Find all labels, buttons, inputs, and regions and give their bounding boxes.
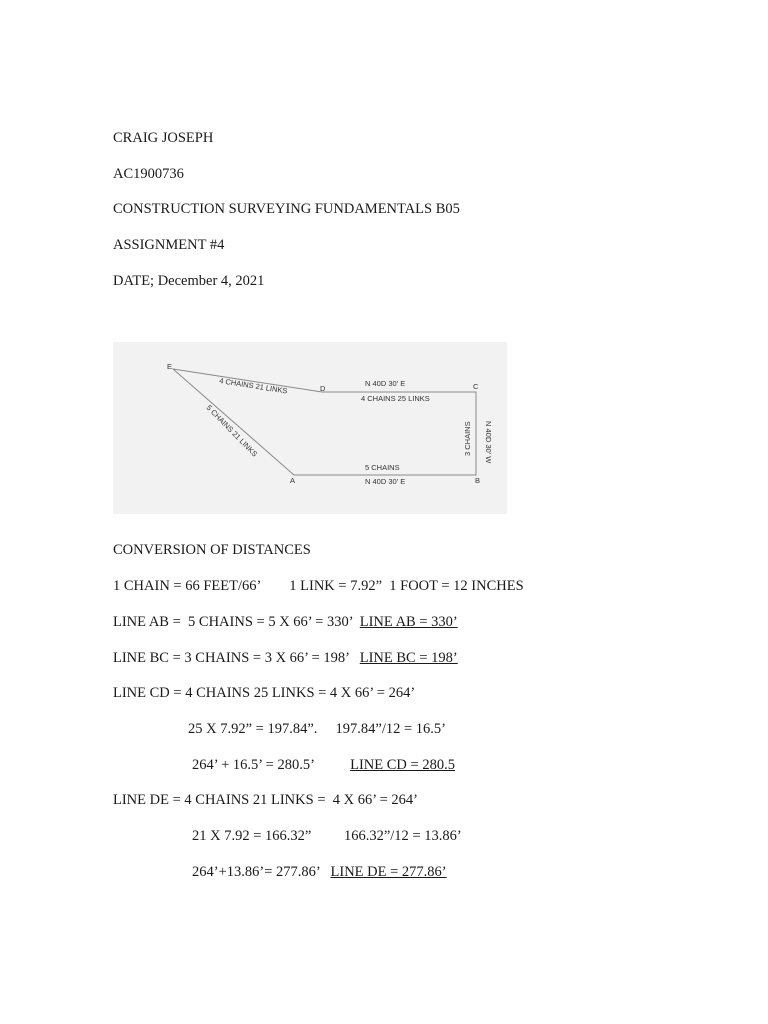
line-de-sum: 264’+13.86’= 277.86’ xyxy=(192,864,320,880)
point-a-label: A xyxy=(290,476,296,485)
line-de-links-row xyxy=(192,827,462,845)
line-cd-links-conversion: 25 X 7.92” = 197.84”. xyxy=(188,721,318,737)
line-ab-row xyxy=(113,613,458,631)
line-de-sum-row xyxy=(192,863,447,881)
line-cd-sum: 264’ + 16.5’ = 280.5’ xyxy=(192,757,314,773)
line-ab-result: LINE AB = 330’ xyxy=(359,614,458,630)
unit-foot: 1 FOOT = 12 INCHES xyxy=(389,578,524,594)
line-dc-bearing-label: N 40D 30' E xyxy=(365,379,406,388)
point-b-label: B xyxy=(475,476,481,485)
point-c-label: C xyxy=(473,382,479,391)
line-cb-length-label: 3 CHAINS xyxy=(463,421,472,456)
line-dc-length-label: 4 CHAINS 25 LINKS xyxy=(361,394,430,403)
line-ab-calculation: LINE AB = 5 CHAINS = 5 X 66’ = 330’ xyxy=(113,614,353,630)
unit-definitions xyxy=(113,577,524,595)
section-title: CONVERSION OF DISTANCES xyxy=(113,542,311,558)
line-cd-calculation: LINE CD = 4 CHAINS 25 LINKS = 4 X 66’ = 264’ xyxy=(113,685,416,701)
line-cd-sum-row xyxy=(192,756,455,774)
line-de-links-conversion: 21 X 7.92 = 166.32” xyxy=(192,828,312,844)
line-cd-links-row xyxy=(188,720,446,738)
line-bc-result: LINE BC = 198’ xyxy=(359,650,458,666)
line-de-calculation: LINE DE = 4 CHAINS 21 LINKS = 4 X 66’ = 264’ xyxy=(113,792,418,808)
point-e-label: E xyxy=(167,362,173,371)
point-d-label: D xyxy=(320,384,326,393)
line-ab-bearing-label: N 40D 30' E xyxy=(365,477,406,486)
line-bc-row xyxy=(113,649,458,667)
author-name: CRAIG JOSEPH xyxy=(113,130,214,146)
assignment-number: ASSIGNMENT #4 xyxy=(113,237,225,253)
traverse-svg xyxy=(113,342,507,514)
line-cb-bearing-label: N 40D 30' W xyxy=(484,421,493,464)
line-de-result: LINE DE = 277.86’ xyxy=(330,864,447,880)
diagram-background xyxy=(113,342,507,514)
student-id: AC1900736 xyxy=(113,166,184,182)
line-ea-length-label: 5 CHAINS 21 LINKS xyxy=(204,403,260,459)
line-bc-calculation: LINE BC = 3 CHAINS = 3 X 66’ = 198’ xyxy=(113,650,349,666)
line-cd-result: LINE CD = 280.5 xyxy=(350,757,455,773)
line-de-feet-conversion: 166.32”/12 = 13.86’ xyxy=(343,828,462,844)
unit-link: 1 LINK = 7.92” xyxy=(289,578,383,594)
line-ab-length-label: 5 CHAINS xyxy=(365,463,400,472)
course-title: CONSTRUCTION SURVEYING FUNDAMENTALS B05 xyxy=(113,201,460,217)
unit-chain: 1 CHAIN = 66 FEET/66’ xyxy=(113,578,261,594)
assignment-date: DATE; December 4, 2021 xyxy=(113,273,265,289)
line-cd-feet-conversion: 197.84”/12 = 16.5’ xyxy=(335,721,447,737)
line-ed-length-label: 4 CHAINS 21 LINKS xyxy=(218,376,289,396)
traverse-diagram xyxy=(113,342,507,514)
